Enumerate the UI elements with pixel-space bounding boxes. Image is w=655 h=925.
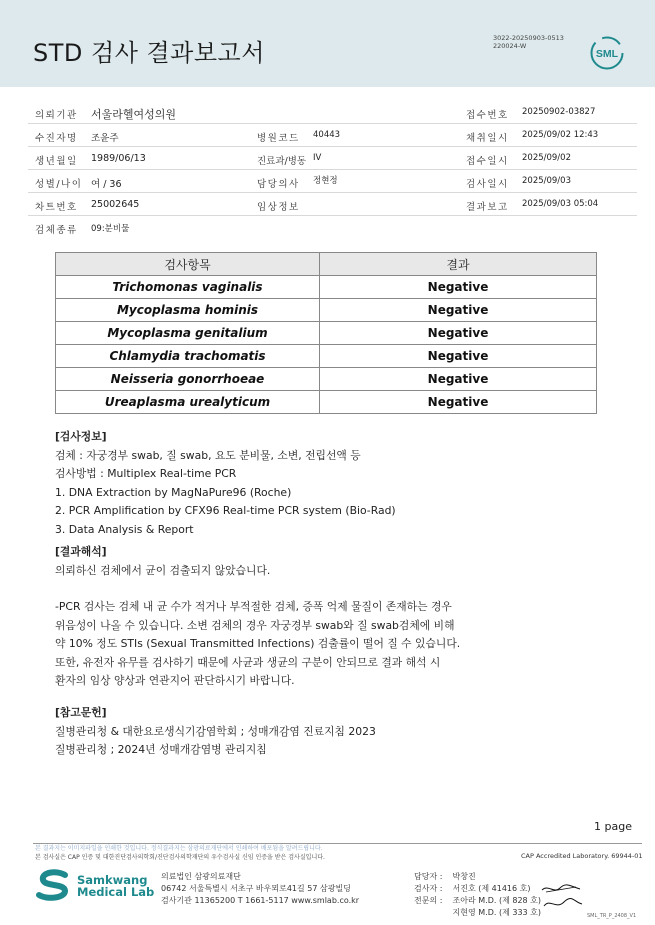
test-result: Negative [320,368,597,391]
brand-line1: Samkwang [77,873,148,887]
reception-no-label: 접수번호 [466,110,509,121]
examiner-label: 검사자 : [414,884,443,893]
collected-value: 2025/09/02 12:43 [522,130,599,140]
samkwang-s-icon [35,869,73,901]
samkwang-logo [35,869,155,905]
specimen-value: 09:분비물 [91,224,130,234]
test-name: Neisseria gonorrhoeae [56,368,320,391]
test-name: Ureaplasma urealyticum [56,391,320,414]
sml-logo [589,35,625,71]
tested-value: 2025/09/03 [522,176,571,186]
hospital-code-value: 40443 [313,130,341,140]
manager-label: 담당자 : [414,872,443,881]
dept-label: 진료과/병동 [257,156,307,167]
patient-label: 수진자명 [35,133,78,144]
results-header-row [56,253,597,276]
doctor-label: 담당의사 [257,179,300,190]
form-code: SML_TR_P_2408_V1 [587,913,637,919]
table-row [56,391,597,414]
sex-age-value: 여 / 36 [91,179,122,190]
test-info-step1: 1. DNA Extraction by MagNaPure96 (Roche) [55,485,292,499]
organization-info [161,871,359,907]
test-result: Negative [320,299,597,322]
brand-name [77,874,154,898]
col-item-header: 검사항목 [56,253,320,276]
reception-no-value: 20250902-03827 [522,107,596,117]
institution-value: 서울라헬여성의원 [91,108,177,121]
signature [540,880,585,912]
hospital-code-label: 병원코드 [257,133,300,144]
reference-item: 질병관리청 & 대한요로생식기감염학회 ; 성매개감염 진료지침 2023 [55,724,376,738]
test-result: Negative [320,345,597,368]
org-name: 의료법인 삼광의료재단 [161,872,241,881]
patient-value: 조윤주 [91,133,119,144]
test-info-heading: [검사정보] [55,430,107,443]
interpretation-summary: 의뢰하신 검체에서 균이 검출되지 않았습니다. [55,563,271,577]
interpretation-section [55,543,525,691]
test-info-step2: 2. PCR Amplification by CFX96 Real-time PCR system (Bio-Rad) [55,504,396,517]
results-table [55,252,597,414]
test-name: Mycoplasma genitalium [56,322,320,345]
collected-label: 채취일시 [466,133,509,144]
test-info-specimen: 검체 : 자궁경부 swab, 질 swab, 요도 분비물, 소변, 전립선액 등 [55,448,361,462]
table-row [56,299,597,322]
table-row [56,368,597,391]
info-row [28,193,637,216]
specialist-label: 전문의 : [414,896,443,905]
interpretation-note: 위음성이 나올 수 있습니다. 소변 검체의 경우 자궁경부 swab와 질 swab검체에 비해 [55,618,455,632]
test-name: Trichomonas vaginalis [56,276,320,299]
brand-line2: Medical Lab [77,885,155,899]
page-number: 1 page [594,820,632,833]
examiner-value: 서진호 (제 41416 호) [452,884,531,893]
fine-print-certification: 본 검사실은 CAP 인증 및 대한진단검사의학회/진단검사의학재단의 우수검사실 신임 인증을 받은 검사실입니다. [35,854,325,861]
tested-label: 검사일시 [466,179,509,190]
table-row [56,345,597,368]
institution-label: 의뢰기관 [35,110,78,121]
test-info-step3: 3. Data Analysis & Report [55,522,194,536]
test-info-method: 검사방법 : Multiplex Real-time PCR [55,467,237,480]
test-result: Negative [320,322,597,345]
sml-logo-text: SML [595,48,619,60]
info-row [28,147,637,170]
chart-label: 차트번호 [35,202,78,213]
col-result-header: 결과 [320,253,597,276]
info-row [28,170,637,193]
fine-print-notice: 본 결과지는 이미지파일을 인쇄한 것입니다. 정식결과지는 삼광의료재단에서 인쇄하여 배포됨을 알려드립니다. [35,845,323,852]
doctor-value: 정현정 [313,176,338,186]
specimen-label: 검체종류 [35,225,78,236]
org-address: 06742 서울특별시 서초구 바우뫼로41길 57 삼광빌딩 [161,884,351,893]
document-code-line2: 220024-W [493,42,527,50]
specialist-value: 지현영 M.D. (제 333 호) [452,908,542,917]
received-label: 접수일시 [466,156,509,167]
interpretation-note: 환자의 임상 양상과 연관지어 판단하시기 바랍니다. [55,674,295,687]
birth-label: 생년월일 [35,156,78,167]
received-value: 2025/09/02 [522,153,571,163]
cap-accreditation: CAP Accredited Laboratory. 69944-01 [521,852,643,860]
info-row [28,124,637,147]
birth-value: 1989/06/13 [91,153,146,164]
references-section [55,704,525,760]
reported-value: 2025/09/03 05:04 [522,199,599,209]
interpretation-note: 또한, 유전자 유무를 검사하기 때문에 사균과 생균의 구분이 안되므로 결과 해석 시 [55,655,441,669]
test-result: Negative [320,391,597,414]
reference-item: 질병관리청 ; 2024년 성매개감염병 관리지침 [55,743,267,756]
document-code-line1: 3022-20250903-0513 [493,34,564,42]
page-title: STD 검사 결과보고서 [33,39,265,67]
interpretation-note: 약 10% 정도 STIs (Sexual Transmitted Infections) 검출률이 떨어 질 수 있습니다. [55,637,461,650]
reported-label: 결과보고 [466,202,509,213]
interpretation-heading: [결과해석] [55,545,107,558]
clinical-label: 임상정보 [257,202,300,213]
table-row [56,276,597,299]
references-heading: [참고문헌] [55,706,107,719]
table-row [56,322,597,345]
test-name: Mycoplasma hominis [56,299,320,322]
sex-age-label: 성별/나이 [35,179,83,190]
manager-value: 박창진 [452,872,476,881]
interpretation-note: -PCR 검사는 검체 내 균 수가 적거나 부적절한 검체, 증폭 억제 물질이 존재하는 경우 [55,600,452,613]
info-row [28,101,637,124]
specialist-value: 조아라 M.D. (제 828 호) [452,896,542,905]
dept-value: IV [313,153,322,163]
org-contact: 검사기관 11365200 T 1661-5117 www.smlab.co.kr [161,896,360,905]
staff-info [414,871,541,919]
chart-value: 25002645 [91,199,140,210]
document-code [493,34,564,50]
test-result: Negative [320,276,597,299]
info-row [28,216,637,239]
test-info-section [55,428,525,539]
test-name: Chlamydia trachomatis [56,345,320,368]
